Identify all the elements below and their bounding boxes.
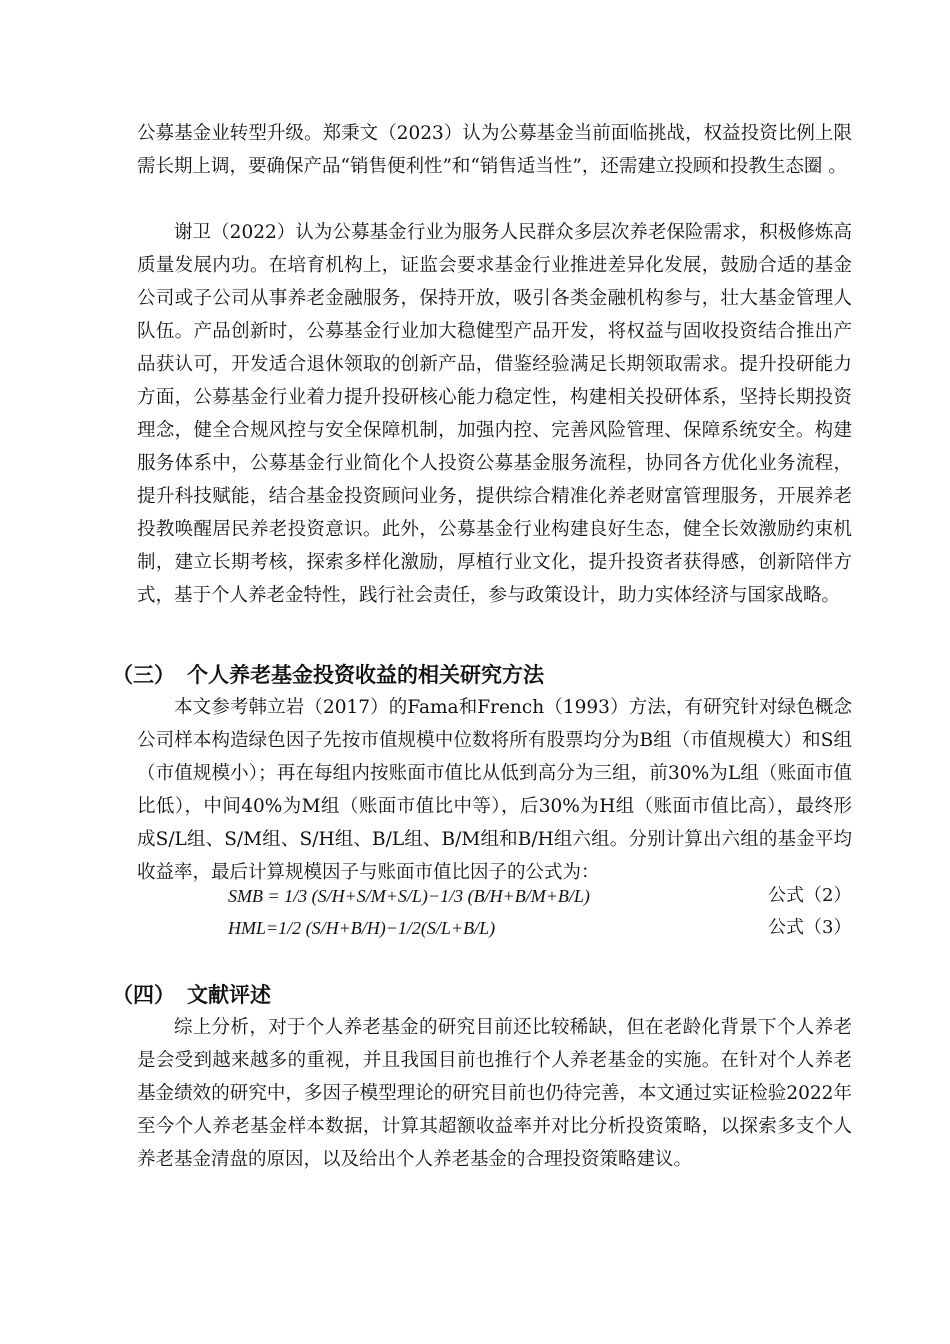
formula-expression: SMB = 1/3 (S/H+S/M+S/L)−1/3 (B/H+B/M+B/L) [228,886,590,906]
section-number: （三） [112,663,175,687]
formula-label: 公式（2） [768,885,852,906]
section-number: （四） [112,983,175,1007]
paragraph-review: 综上分析，对于个人养老基金的研究目前还比较稀缺，但在老龄化背景下个人养老是会受到越来越多的重视，并且我国目前也推行个人养老基金的实施。在针对个人养老基金绩效的研究中，多因子模型理论的研究目前也仍待完善，本文通过实证检验2022年至今个人养老基金样本数据，计算其超额收益率并对比分析投资策略，以探索多支个人养老基金清盘的原因，以及给出个人养老基金的合理投资策略建议。 [137,1017,852,1170]
formula-label: 公式（3） [768,917,852,938]
section-title: 个人养老基金投资收益的相关研究方法 [187,663,544,687]
formula-hml [228,912,852,944]
paragraph-method: 本文参考韩立岩（2017）的Fama和French（1993）方法，有研究针对绿色概念公司样本构造绿色因子先按市值规模中位数将所有股票均分为B组（市值规模大）和S组（市值规模小）；再在每组内按账面市值比从低到高分为三组，前30%为L组（账面市值比低），中间40%为M组（账面市值比中等），后30%为H组（账面市值比高），最终形成S/L组、S/M组、S/H组、B/L组、B/M组和B/H组六组。分别计算出六组的基金平均收益率，最后计算规模因子与账面市值比因子的公式为： [137,697,852,883]
formula-expression: HML=1/2 (S/H+B/H)−1/2(S/L+B/L) [228,918,496,938]
formula-smb [228,880,852,912]
section-heading-four [112,980,271,1010]
section-title: 文献评述 [187,983,271,1007]
section-heading-three [112,660,544,690]
paragraph-zheng-bingwen: 公募基金业转型升级。郑秉文（2023）认为公募基金当前面临挑战，权益投资比例上限需长期上调，要确保产品“销售便利性”和“销售适当性”，还需建立投顾和投教生态圈 。 [137,123,852,177]
paragraph-xie-wei: 谢卫（2022）认为公募基金行业为服务人民群众多层次养老保险需求，积极修炼高质量发展内功。在培育机构上，证监会要求基金行业推进差异化发展，鼓励合适的基金公司或子公司从事养老金融服务，保持开放，吸引各类金融机构参与，壮大基金管理人队伍。产品创新时，公募基金行业加大稳健型产品开发，将权益与固收投资结合推出产品获认可，开发适合退休领取的创新产品，借鉴经验满足长期领取需求。提升投研能力方面，公募基金行业着力提升投研核心能力稳定性，构建相关投研体系，坚持长期投资理念，健全合规风控与安全保障机制，加强内控、完善风险管理、保障系统安全。构建服务体系中，公募基金行业简化个人投资公募基金服务流程，协同各方优化业务流程，提升科技赋能，结合基金投资顾问业务，提供综合精准化养老财富管理服务，开展养老投教唤醒居民养老投资意识。此外，公募基金行业构建良好生态，健全长效激励约束机制，建立长期考核，探索多样化激励，厚植行业文化，提升投资者获得感，创新陪伴方式，基于个人养老金特性，践行社会责任，参与政策设计，助力实体经济与国家战略。 [137,222,852,606]
